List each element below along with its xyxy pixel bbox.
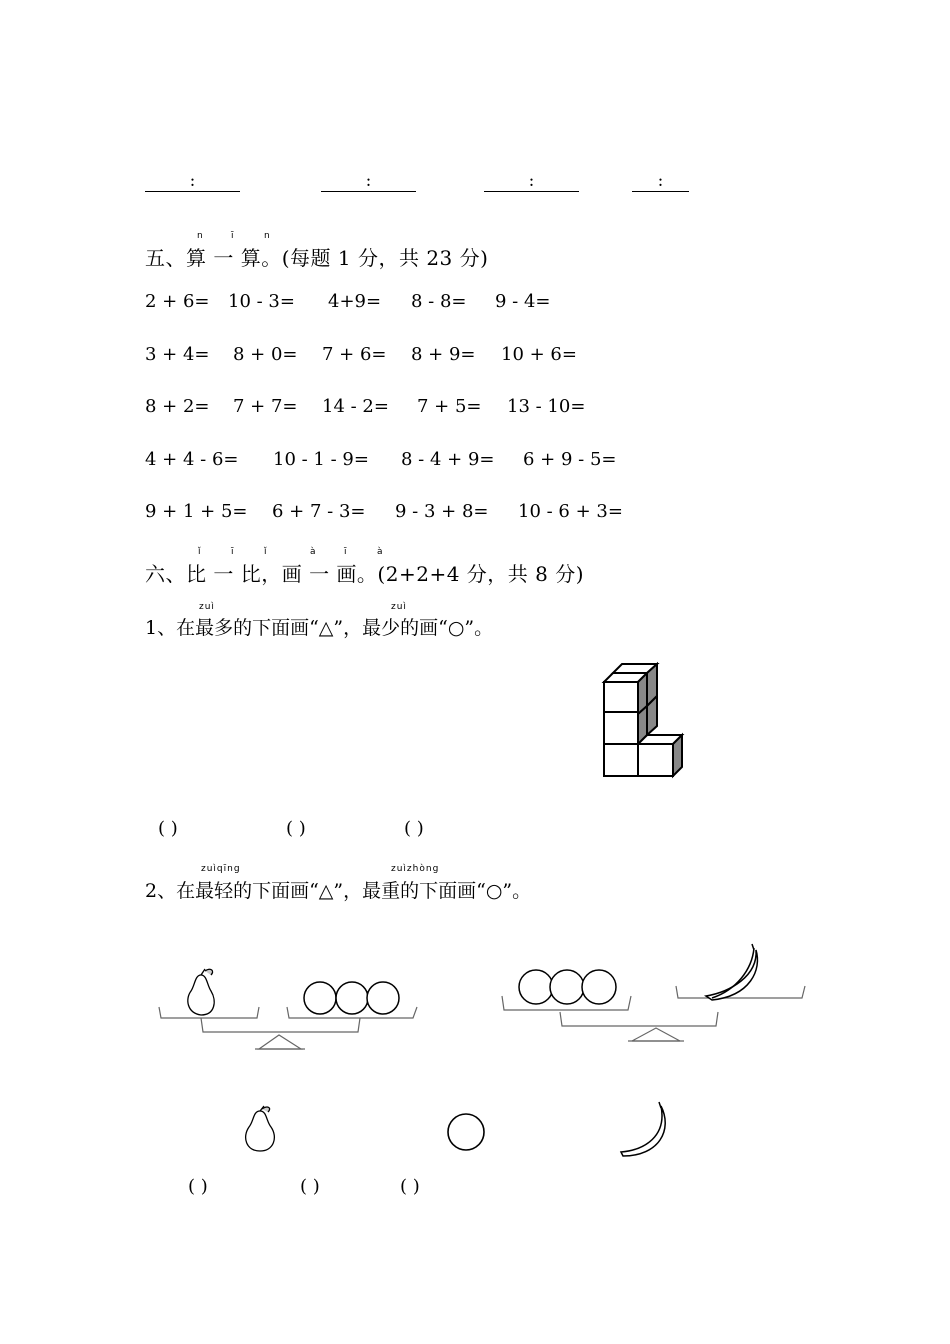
pinyin-annotation: zuì — [199, 602, 215, 612]
pear-icon — [188, 969, 214, 1015]
equation: 10 - 3= — [228, 291, 295, 312]
equation: 6 + 7 - 3= — [272, 501, 366, 522]
orange-icon — [304, 982, 399, 1014]
orange-icon — [519, 970, 616, 1004]
equation: 13 - 10= — [507, 396, 586, 417]
banana-icon — [615, 1100, 675, 1160]
equation: 7 + 6= — [322, 344, 387, 365]
pinyin-annotation: zuìqīng — [201, 864, 241, 874]
equation: 3 + 4= — [145, 344, 210, 365]
answer-blank[interactable]: : — [321, 171, 416, 192]
balance-scale-icon — [155, 965, 425, 1055]
equation: 7 + 7= — [233, 396, 298, 417]
pinyin-annotation: n — [264, 231, 271, 241]
equation: 10 + 6= — [501, 344, 577, 365]
orange-icon — [445, 1112, 489, 1152]
pinyin-annotation: zuì — [391, 602, 407, 612]
answer-paren[interactable]: ( ) — [404, 818, 424, 839]
answer-paren[interactable]: ( ) — [400, 1176, 420, 1197]
equation: 8 + 9= — [411, 344, 476, 365]
equation: 10 - 1 - 9= — [273, 449, 369, 470]
pinyin-annotation: à — [310, 547, 317, 557]
answer-blank[interactable]: : — [632, 171, 689, 192]
pear-icon — [240, 1105, 280, 1155]
pinyin-annotation: ī — [344, 547, 348, 557]
section-6-title: 六、比 一 比，画 一 画。(2+2+4 分，共 8 分) — [145, 562, 585, 586]
pinyin-annotation: n — [197, 231, 204, 241]
equation: 4+9= — [328, 291, 382, 312]
equation: 9 - 4= — [495, 291, 551, 312]
equation: 6 + 9 - 5= — [523, 449, 617, 470]
answer-paren[interactable]: ( ) — [300, 1176, 320, 1197]
answer-paren[interactable]: ( ) — [286, 818, 306, 839]
pinyin-annotation: zuìzhòng — [391, 864, 440, 874]
balance-scale-icon — [500, 940, 810, 1050]
equation: 14 - 2= — [322, 396, 389, 417]
equation: 7 + 5= — [417, 396, 482, 417]
equation: 8 - 4 + 9= — [401, 449, 495, 470]
equation: 8 - 8= — [411, 291, 467, 312]
pinyin-annotation: ǐ — [198, 547, 202, 557]
answer-paren[interactable]: ( ) — [158, 818, 178, 839]
pinyin-annotation: à — [377, 547, 384, 557]
equation: 8 + 2= — [145, 396, 210, 417]
equation: 4 + 4 - 6= — [145, 449, 239, 470]
answer-blank[interactable]: : — [145, 171, 240, 192]
equation: 9 - 3 + 8= — [395, 501, 489, 522]
answer-paren[interactable]: ( ) — [188, 1176, 208, 1197]
pinyin-annotation: ī — [231, 547, 235, 557]
equation: 9 + 1 + 5= — [145, 501, 248, 522]
cube-stack-icon — [600, 660, 700, 780]
equation: 10 - 6 + 3= — [518, 501, 623, 522]
answer-blank[interactable]: : — [484, 171, 579, 192]
question-1-text: 1、在最多的下面画“△”，最少的画“○”。 — [145, 617, 494, 639]
banana-icon — [706, 944, 757, 1000]
equation: 8 + 0= — [233, 344, 298, 365]
pinyin-annotation: ī — [231, 231, 235, 241]
section-5-title: 五、算 一 算。(每题 1 分，共 23 分) — [145, 246, 489, 270]
pinyin-annotation: ǐ — [264, 547, 268, 557]
question-2-text: 2、在最轻的下面画“△”，最重的下面画“○”。 — [145, 880, 532, 902]
equation: 2 + 6= — [145, 291, 210, 312]
